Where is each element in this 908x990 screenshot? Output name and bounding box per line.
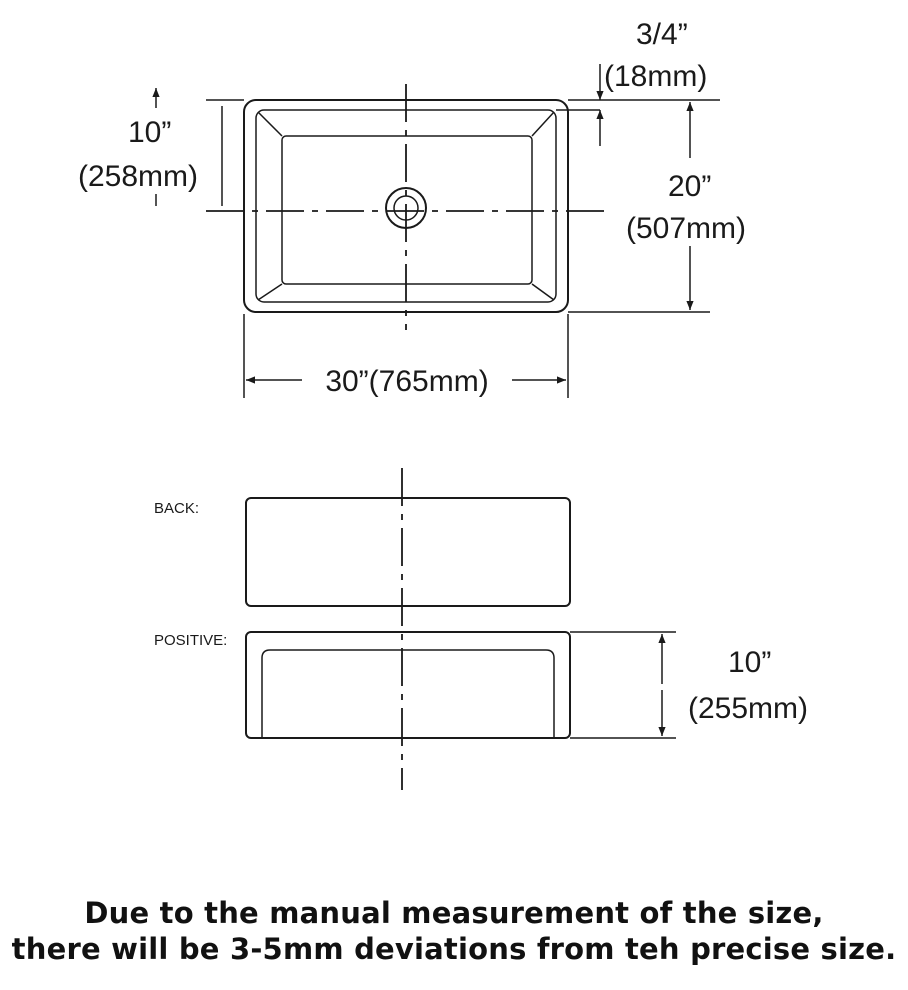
front-view-outline: [246, 632, 570, 738]
height-mm: (255mm): [688, 692, 809, 725]
depth-dimension: [626, 102, 746, 310]
rim-thickness-mm: (18mm): [604, 60, 708, 93]
height-dimension: [570, 632, 808, 738]
rim-thickness-inches: 3/4”: [636, 18, 688, 51]
deviation-note-line-2: there will be 3-5mm deviations from teh precise size.: [11, 932, 897, 966]
width-label: 30”(765mm): [325, 365, 489, 398]
height-inches: 10”: [728, 646, 772, 679]
apron-inner-outline: [262, 650, 554, 738]
drain-offset-mm: (258mm): [78, 160, 199, 193]
back-view-outline: [246, 498, 570, 606]
depth-inches: 20”: [668, 170, 712, 203]
back-view-label: BACK:: [154, 500, 200, 517]
front-view: [154, 632, 808, 738]
back-view: [154, 498, 570, 606]
drain-offset-dimension: [78, 88, 222, 206]
width-dimension: [246, 365, 566, 398]
extension-lines: [206, 100, 720, 398]
top-view: [78, 18, 746, 398]
basin-floor: [282, 136, 532, 284]
front-view-label: POSITIVE:: [154, 632, 228, 649]
depth-mm: (507mm): [626, 212, 747, 245]
drain-offset-inches: 10”: [128, 116, 172, 149]
rim-thickness-dimension: [600, 18, 707, 146]
deviation-note-line-1: Due to the manual measurement of the size,: [84, 896, 824, 930]
